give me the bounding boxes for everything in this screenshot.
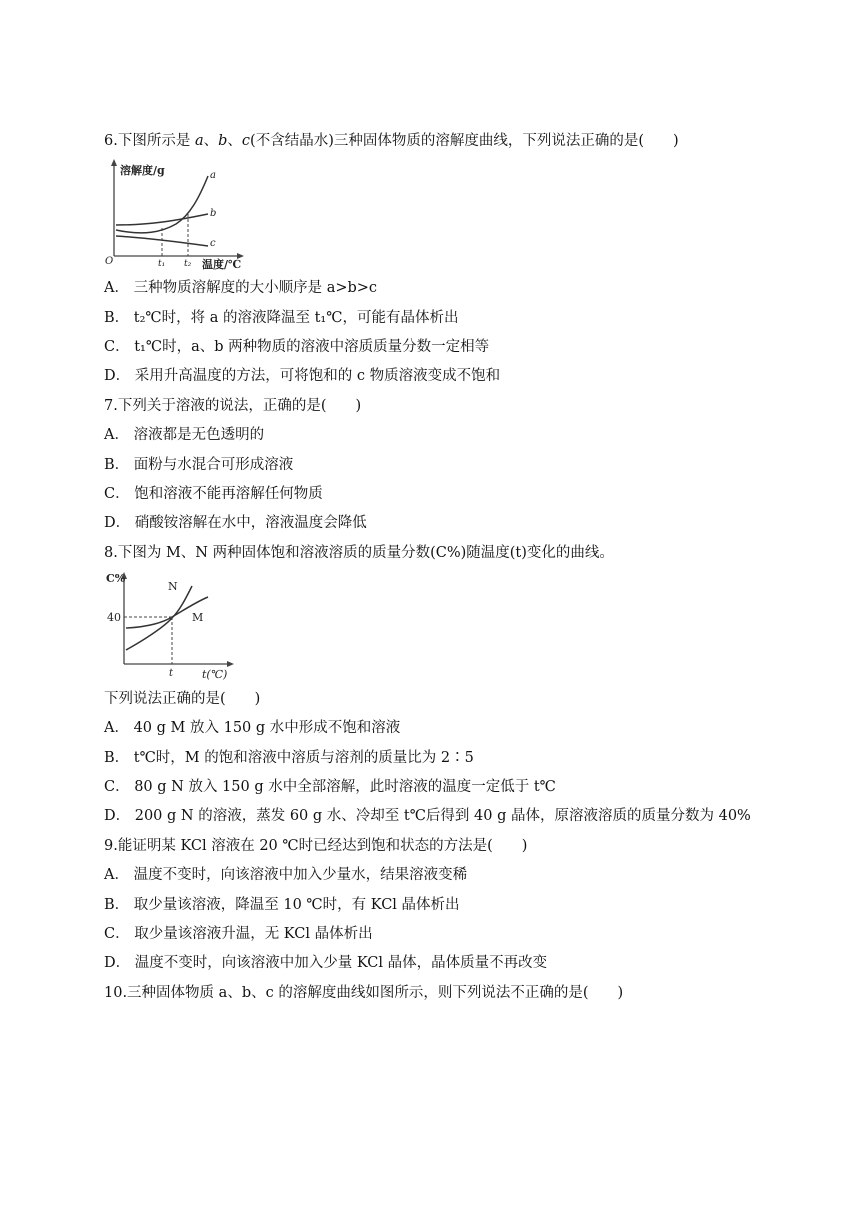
- q6-var-b: b: [218, 133, 228, 149]
- q6-option-b: B． t₂℃时，将 a 的溶液降温至 t₁℃，可能有晶体析出: [104, 310, 459, 326]
- q6-option-d: D． 采用升高温度的方法，可将饱和的 c 物质溶液变成不饱和: [104, 368, 501, 384]
- q7-stem: 7.下列关于溶液的说法，正确的是( ): [104, 398, 362, 414]
- q6-sep1: 、: [203, 133, 219, 149]
- q7-option-c: C． 饱和溶液不能再溶解任何物质: [104, 486, 323, 502]
- q8-option-d: D． 200 g N 的溶液，蒸发 60 g 水、冷却至 t℃后得到 40 g 晶体，原溶液溶质的质量分数为 40%: [104, 808, 751, 824]
- q6-y-arrow: [111, 159, 117, 166]
- q7-option-a: A． 溶液都是无色透明的: [104, 427, 265, 443]
- q8-x-arrow: [227, 661, 234, 667]
- q6-option-c: C． t₁℃时，a、b 两种物质的溶液中溶质质量分数一定相等: [104, 339, 490, 355]
- q8-y-tick-40: 40: [107, 611, 121, 624]
- q6-x-label: 温度/℃: [202, 258, 242, 270]
- q6-t1-label: t₁: [158, 259, 166, 269]
- q8-option-a: A． 40 g M 放入 150 g 水中形成不饱和溶液: [104, 720, 401, 736]
- q6-option-a: A． 三种物质溶解度的大小顺序是 a>b>c: [104, 280, 378, 296]
- q6-stem: [104, 131, 679, 151]
- q6-var-c: c: [241, 133, 251, 149]
- q8-mass-fraction-figure: [104, 570, 236, 682]
- q6-solubility-chart: [104, 158, 246, 270]
- q8-mass-fraction-chart: [104, 570, 236, 682]
- q6-sep2: 、: [227, 133, 242, 149]
- q6-stem-prefix: 6.下图所示是: [104, 133, 195, 149]
- q6-origin-label: O: [105, 256, 114, 267]
- q6-stem-suffix: (不含结晶水)三种固体物质的溶解度曲线，下列说法正确的是( ): [250, 133, 679, 149]
- q6-curve-b: [116, 214, 208, 225]
- q9-option-a: A． 温度不变时，向该溶液中加入少量水，结果溶液变稀: [104, 867, 468, 883]
- q9-option-c: C． 取少量该溶液升温，无 KCl 晶体析出: [104, 926, 373, 942]
- q6-t2-label: t₂: [184, 259, 192, 269]
- q6-y-label: 溶解度/g: [120, 164, 165, 177]
- q6-curve-c-label: c: [210, 238, 216, 249]
- q8-x-label: t(℃): [202, 668, 228, 681]
- q8-option-b: B． t℃时，M 的饱和溶液中溶质与溶剂的质量比为 2∶5: [104, 750, 474, 766]
- q6-var-a: a: [194, 133, 204, 149]
- q10-stem: 10.三种固体物质 a、b、c 的溶解度曲线如图所示，则下列说法不正确的是( ): [104, 985, 624, 1001]
- q6-curve-b-label: b: [210, 208, 217, 219]
- q6-curve-a-label: a: [210, 170, 216, 181]
- q7-option-d: D． 硝酸铵溶解在水中，溶液温度会降低: [104, 515, 367, 531]
- q8-after-figure: 下列说法正确的是( ): [104, 691, 261, 707]
- q9-stem: 9.能证明某 KCl 溶液在 20 ℃时已经达到饱和状态的方法是( ): [104, 838, 528, 854]
- q8-stem: 8.下图为 M、N 两种固体饱和溶液溶质的质量分数(C%)随温度(t)变化的曲线。: [104, 545, 614, 561]
- q7-option-b: B． 面粉与水混合可形成溶液: [104, 457, 294, 473]
- q8-curve-n: [126, 586, 192, 650]
- q9-option-d: D． 温度不变时，向该溶液中加入少量 KCl 晶体，晶体质量不再改变: [104, 955, 548, 971]
- q8-curve-m-label: M: [192, 611, 204, 624]
- q9-option-b: B． 取少量该溶液，降温至 10 ℃时，有 KCl 晶体析出: [104, 897, 460, 913]
- q8-curve-n-label: N: [168, 580, 178, 593]
- q8-option-c: C． 80 g N 放入 150 g 水中全部溶解，此时溶液的温度一定低于 t℃: [104, 779, 556, 795]
- q8-x-tick-t: t: [169, 668, 174, 679]
- q6-solubility-figure: [104, 158, 246, 270]
- q8-y-label: C%: [106, 572, 126, 585]
